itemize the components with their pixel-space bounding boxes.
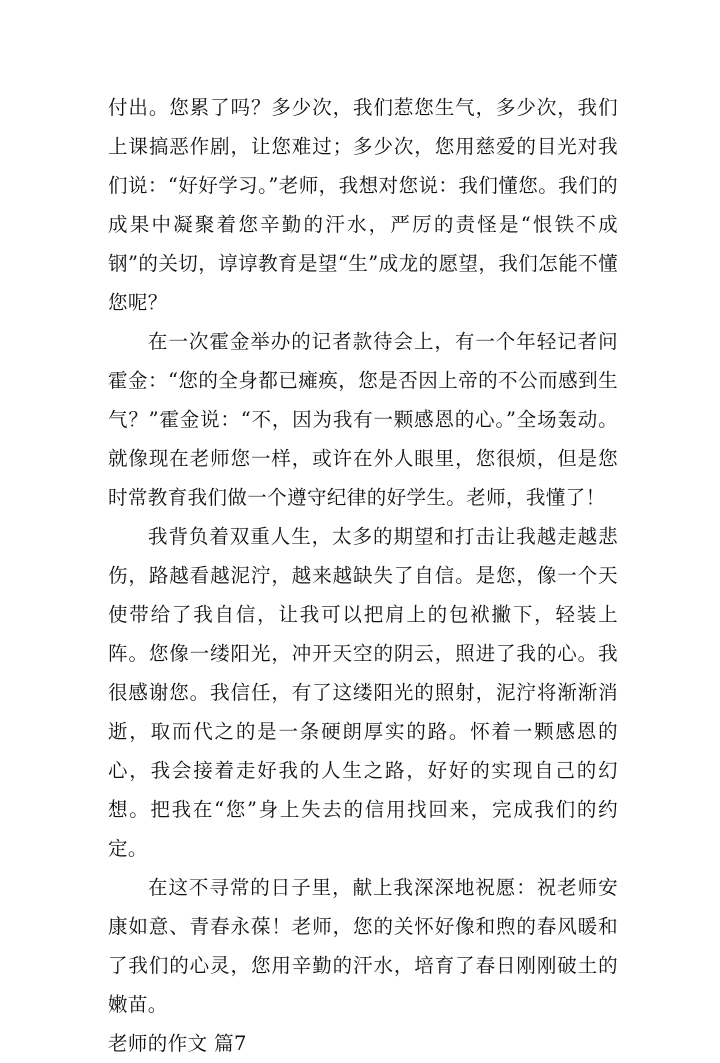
paragraph-2: 在一次霍金举办的记者款待会上，有一个年轻记者问霍金：“您的全身都已瘫痪，您是否因上帝的不公而感到生气？”霍金说：“不，因为我有一颗感恩的心。”全场轰动。就像现在老师您一样，或许在外人眼里，您很烦，但是您时常教育我们做一个遵守纪律的好学生。老师，我懂了！ (108, 330, 618, 509)
paragraph-4: 在这不寻常的日子里，献上我深深地祝愿：祝老师安康如意、青春永葆！老师，您的关怀好像和煦的春风暖和了我们的心灵，您用辛勤的汗水，培育了春日刚刚破土的嫩苗。 (108, 876, 618, 1016)
paragraph-1: 付出。您累了吗？多少次，我们惹您生气，多少次，我们上课搞恶作剧，让您难过；多少次，您用慈爱的目光对我们说：“好好学习。”老师，我想对您说：我们懂您。我们的成果中凝聚着您辛勤的汗水，严厉的责怪是“恨铁不成钢”的关切，谆谆教育是望“生”成龙的愿望，我们怎能不懂您呢？ (108, 96, 618, 314)
document-body (108, 88, 618, 1063)
section-heading: 老师的作文 篇7 (108, 1032, 247, 1055)
paragraph-3: 我背负着双重人生，太多的期望和打击让我越走越悲伤，路越看越泥泞，越来越缺失了自信。是您，像一个天使带给了我自信，让我可以把肩上的包袱撇下，轻装上阵。您像一缕阳光，冲开天空的阴云，照进了我的心。我很感谢您。我信任，有了这缕阳光的照射，泥泞将渐渐消逝，取而代之的是一条硬朗厚实的路。怀着一颗感恩的心，我会接着走好我的人生之路，好好的实现自己的幻想。把我在“您”身上失去的信用找回来，完成我们的约定。 (108, 525, 618, 860)
